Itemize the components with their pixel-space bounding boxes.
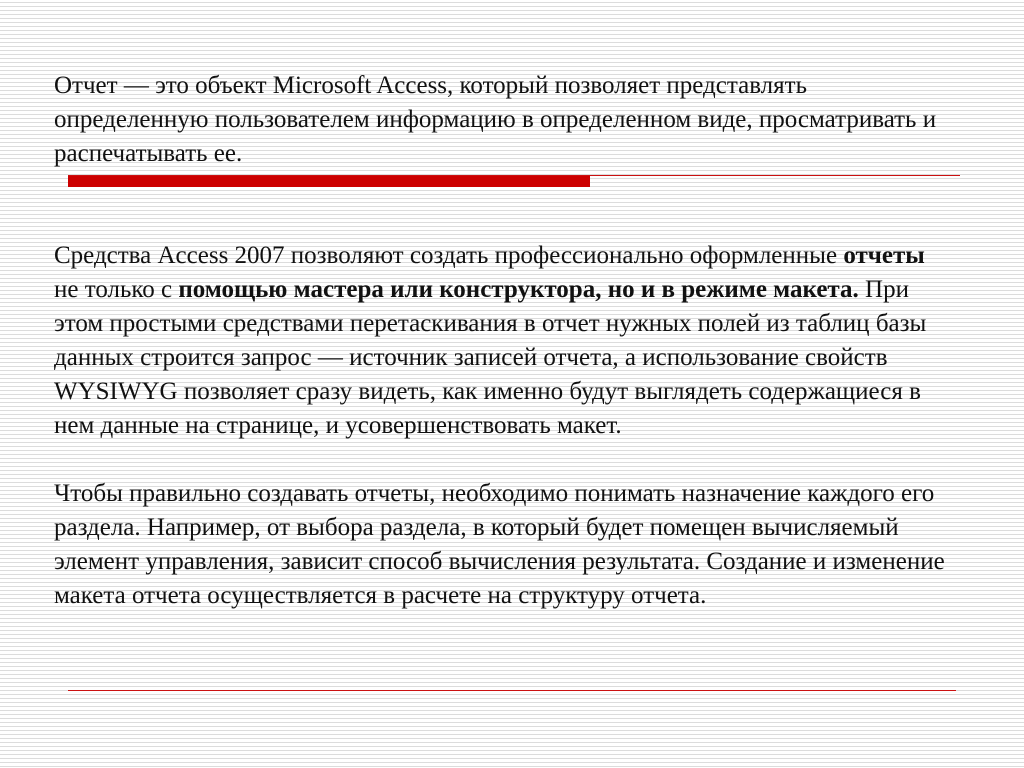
definition-paragraph: Отчет — это объект Microsoft Access, который позволяет представлять определенную пользователем информацию в определенном виде, просматривать и распечатывать ее. [54, 72, 937, 167]
top-divider-bar [68, 176, 590, 187]
paragraph2-bold-reports: отчеты [843, 242, 925, 269]
paragraph2-text-1: Средства Access 2007 позволяют создать профессионально оформленные [54, 242, 844, 269]
access-tools-paragraph [54, 239, 954, 443]
paragraph2-text-3: При этом простыми средствами перетаскивания в отчет нужных полей из таблиц базы данных строится запрос — источник записей отчета, а использование свойств WYSIWYG позволяет сразу видеть, как именно будут выглядеть содержащиеся в нем данные на странице, и усовершенствовать макет. [54, 276, 927, 439]
top-divider [68, 175, 960, 189]
paragraph2-bold-modes: помощью мастера или конструктора, но и в режиме макета. [178, 276, 859, 303]
sections-paragraph: Чтобы правильно создавать отчеты, необходимо понимать назначение каждого его раздела. Например, от выбора раздела, в который будет помещен вычисляемый элемент управления, зависит способ вычисления результата. Создание и изменение макета отчета осуществляется в расчете на структуру отчета. [54, 480, 945, 609]
bottom-divider [68, 690, 956, 691]
paragraph2-text-2: не только с [54, 276, 179, 303]
